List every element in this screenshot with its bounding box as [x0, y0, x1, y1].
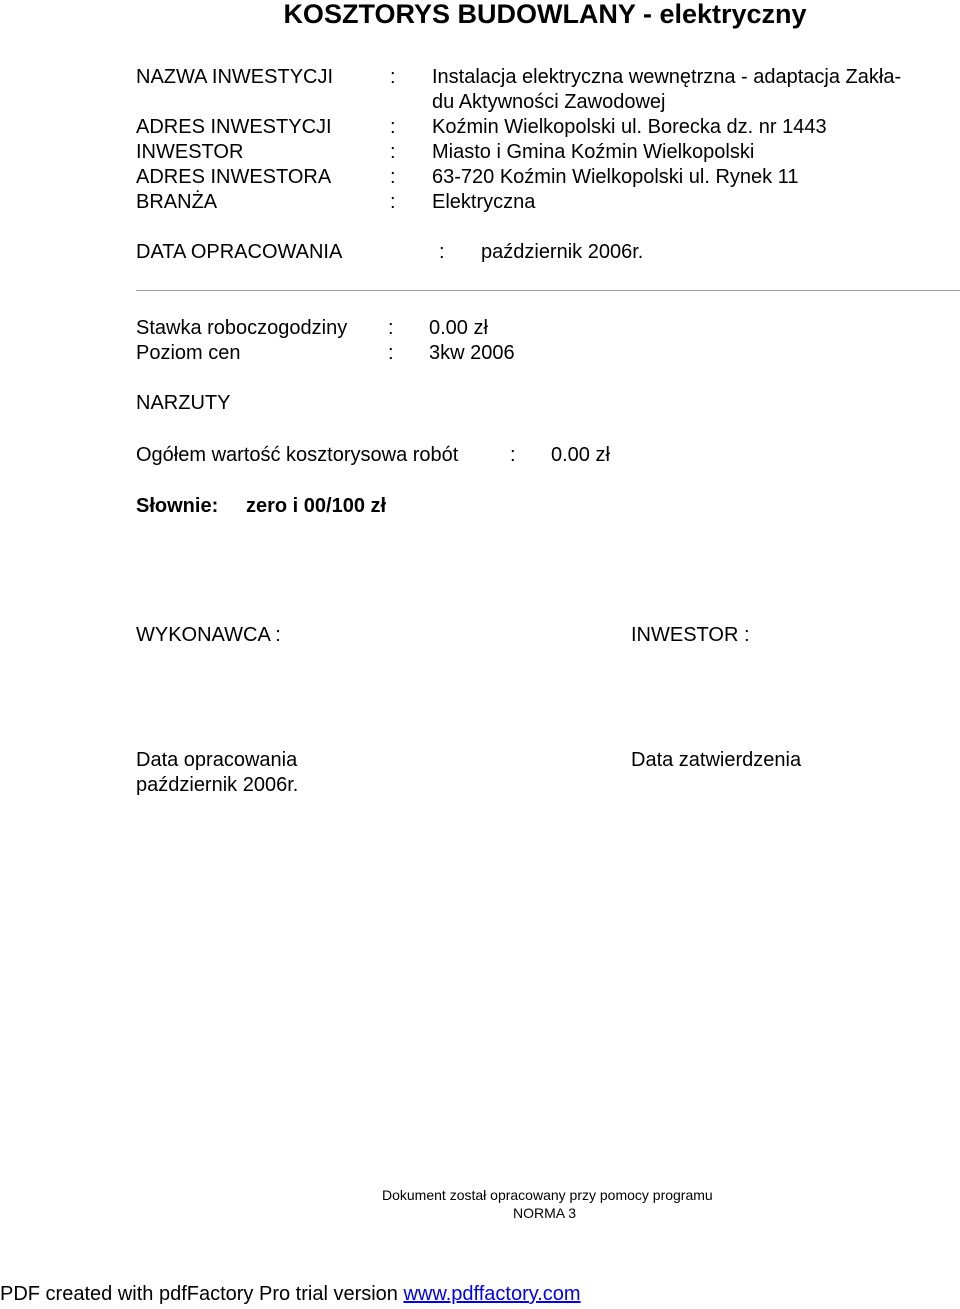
stawka-label: Stawka roboczogodziny [136, 317, 348, 339]
poziom-cen-value: 3kw 2006 [429, 342, 515, 364]
stawka-value: 0.00 zł [429, 317, 488, 339]
inwestor-signature-label: INWESTOR : [631, 624, 750, 646]
total-colon: : [510, 444, 516, 466]
total-value: 0.00 zł [551, 444, 610, 466]
horizontal-divider [136, 290, 960, 291]
adres-inwestora-label: ADRES INWESTORA [136, 166, 332, 188]
slownie-label: Słownie: [136, 495, 219, 517]
data-opracowania-colon: : [439, 241, 445, 263]
pdf-banner-link[interactable]: www.pdffactory.com [403, 1283, 581, 1305]
inwestor-value: Miasto i Gmina Koźmin Wielkopolski [432, 141, 755, 163]
adres-inwestora-value: 63-720 Koźmin Wielkopolski ul. Rynek 11 [432, 166, 799, 188]
nazwa-inwestycji-value-line1: Instalacja elektryczna wewnętrzna - adaptacja Zakła- [432, 66, 902, 88]
poziom-cen-label: Poziom cen [136, 342, 241, 364]
nazwa-inwestycji-label: NAZWA INWESTYCJI [136, 66, 334, 88]
data-opracowania-signature-value: październik 2006r. [136, 774, 299, 796]
branza-label: BRANŻA [136, 191, 218, 213]
narzuty-heading: NARZUTY [136, 392, 231, 414]
data-zatwierdzenia-label: Data zatwierdzenia [631, 749, 802, 771]
adres-inwestycji-label: ADRES INWESTYCJI [136, 116, 332, 138]
adres-inwestycji-value: Koźmin Wielkopolski ul. Borecka dz. nr 1443 [432, 116, 827, 138]
wykonawca-label: WYKONAWCA : [136, 624, 281, 646]
pdf-banner [0, 1281, 581, 1307]
poziom-cen-colon: : [388, 342, 394, 364]
data-opracowania-value: październik 2006r. [481, 241, 644, 263]
document-title: KOSZTORYS BUDOWLANY - elektryczny [283, 0, 807, 29]
stawka-colon: : [388, 317, 394, 339]
data-opracowania-label: DATA OPRACOWANIA [136, 241, 343, 263]
nazwa-inwestycji-colon: : [390, 66, 396, 88]
adres-inwestora-colon: : [390, 166, 396, 188]
total-label: Ogółem wartość kosztorysowa robót [136, 444, 459, 466]
data-opracowania-signature-label: Data opracowania [136, 749, 298, 771]
branza-colon: : [390, 191, 396, 213]
slownie-value: zero i 00/100 zł [246, 495, 387, 517]
branza-value: Elektryczna [432, 191, 536, 213]
adres-inwestycji-colon: : [390, 116, 396, 138]
pdf-banner-text: PDF created with pdfFactory Pro trial version [0, 1283, 404, 1305]
footer-program-line1: Dokument został opracowany przy pomocy programu [382, 1187, 713, 1203]
nazwa-inwestycji-value-line2: du Aktywności Zawodowej [432, 91, 666, 113]
inwestor-label: INWESTOR [136, 141, 244, 163]
inwestor-colon: : [390, 141, 396, 163]
footer-program-line2: NORMA 3 [513, 1205, 577, 1221]
